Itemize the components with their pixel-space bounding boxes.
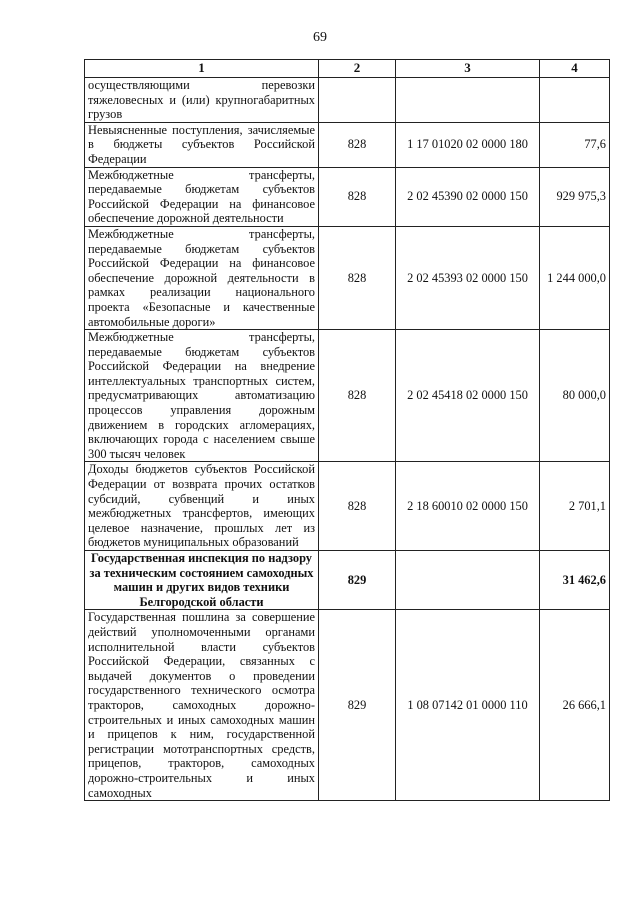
row-name: Межбюджетные трансферты, передаваемые бюджетам субъектов Российской Федерации на внедрение интеллектуальных транспортных систем, предусматривающих автоматизацию процессов управления дорожным движением в городских агломерациях, включающих города с населением свыше 300 тысяч человек [85, 330, 319, 462]
column-header-3: 3 [396, 60, 540, 78]
row-admin-code: 828 [319, 330, 396, 462]
table-row [85, 610, 610, 801]
row-revenue-code: 2 02 45390 02 0000 150 [396, 167, 540, 226]
row-name: Невыясненные поступления, зачисляемые в бюджеты субъектов Российской Федерации [85, 122, 319, 167]
row-admin-code: 828 [319, 226, 396, 329]
table-row [85, 330, 610, 462]
table-row [85, 226, 610, 329]
table-row [85, 167, 610, 226]
section-admin-code: 829 [319, 551, 396, 610]
row-amount: 929 975,3 [540, 167, 610, 226]
table-header-row [85, 60, 610, 78]
row-amount: 26 666,1 [540, 610, 610, 801]
row-revenue-code: 2 18 60010 02 0000 150 [396, 462, 540, 551]
revenue-table [84, 59, 610, 801]
row-revenue-code [396, 78, 540, 123]
row-name: Межбюджетные трансферты, передаваемые бюджетам субъектов Российской Федерации на финансовое обеспечение дорожной деятельности в рамках реализации национального проекта «Безопасные и качественные автомобильные дороги» [85, 226, 319, 329]
row-amount: 80 000,0 [540, 330, 610, 462]
table-row [85, 462, 610, 551]
column-header-2: 2 [319, 60, 396, 78]
table-row [85, 122, 610, 167]
row-revenue-code: 2 02 45393 02 0000 150 [396, 226, 540, 329]
row-amount: 1 244 000,0 [540, 226, 610, 329]
row-revenue-code: 1 17 01020 02 0000 180 [396, 122, 540, 167]
table-row [85, 78, 610, 123]
column-header-4: 4 [540, 60, 610, 78]
column-header-1: 1 [85, 60, 319, 78]
row-amount [540, 78, 610, 123]
row-admin-code: 828 [319, 167, 396, 226]
row-name: Доходы бюджетов субъектов Российской Федерации от возврата прочих остатков субсидий, субвенций и иных межбюджетных трансфертов, имеющих целевое назначение, прошлых лет из бюджетов муниципальных образований [85, 462, 319, 551]
row-admin-code: 828 [319, 122, 396, 167]
row-admin-code: 829 [319, 610, 396, 801]
section-amount: 31 462,6 [540, 551, 610, 610]
row-admin-code [319, 78, 396, 123]
row-revenue-code: 2 02 45418 02 0000 150 [396, 330, 540, 462]
row-admin-code: 828 [319, 462, 396, 551]
table-row-section-header [85, 551, 610, 610]
row-name: Межбюджетные трансферты, передаваемые бюджетам субъектов Российской Федерации на финансовое обеспечение дорожной деятельности [85, 167, 319, 226]
row-name: Государственная пошлина за совершение действий уполномоченными органами исполнительной власти субъектов Российской Федерации, связанных с выдачей документов о проведении государственного технического осмотра тракторов, самоходных дорожно-строительных и иных самоходных машин и прицепов к ним, государственной регистрации мототранспортных средств, прицепов, тракторов, самоходных дорожно-строительных и иных самоходных [85, 610, 319, 801]
row-amount: 77,6 [540, 122, 610, 167]
row-name: осуществляющими перевозки тяжеловесных и (или) крупногабаритных грузов [85, 78, 319, 123]
section-name: Государственная инспекция по надзору за техническим состоянием самоходных машин и других видов техники Белгородской области [85, 551, 319, 610]
row-amount: 2 701,1 [540, 462, 610, 551]
page-number: 69 [313, 30, 327, 45]
section-revenue-code [396, 551, 540, 610]
row-revenue-code: 1 08 07142 01 0000 110 [396, 610, 540, 801]
